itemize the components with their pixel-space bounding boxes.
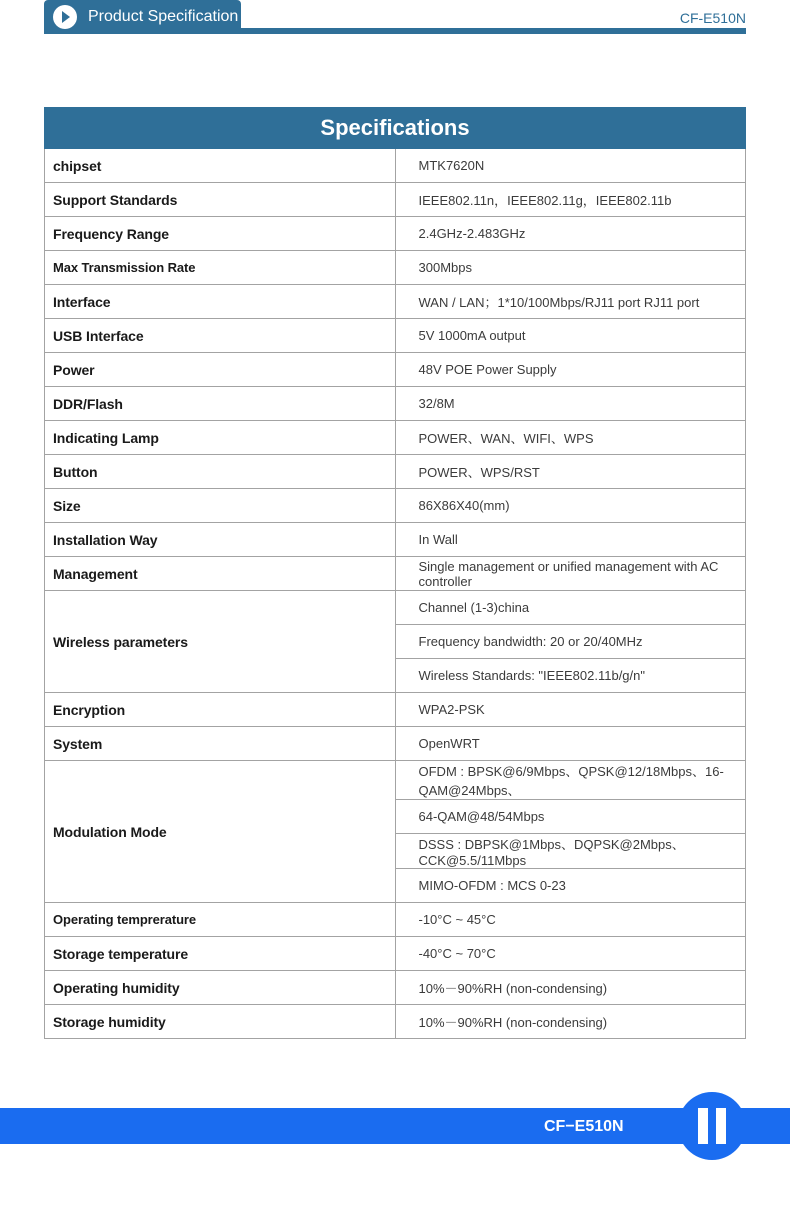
spec-label: Storage humidity [45, 1005, 396, 1039]
table-row [45, 455, 746, 489]
spec-label: Wireless parameters [45, 591, 396, 693]
spec-value: Single management or unified management with AC controller [395, 557, 746, 591]
spec-value: OFDM : BPSK@6/9Mbps、QPSK@12/18Mbps、16-QAM@24Mbps、 [395, 761, 746, 800]
spec-value: 300Mbps [395, 251, 746, 285]
table-row [45, 319, 746, 353]
table-row [45, 353, 746, 387]
spec-label: Size [45, 489, 396, 523]
section-title: Product Specification [88, 8, 239, 25]
table-row [45, 937, 746, 971]
spec-value: DSSS : DBPSK@1Mbps、DQPSK@2Mbps、CCK@5.5/11Mbps [395, 834, 746, 869]
page-marker-roman-two [678, 1092, 746, 1160]
spec-label: Encryption [45, 693, 396, 727]
spec-label: Modulation Mode [45, 761, 396, 903]
spec-value: -10°C ~ 45°C [395, 903, 746, 937]
play-arrow-icon [53, 5, 77, 29]
table-row [45, 693, 746, 727]
table-row [45, 285, 746, 319]
table-body [45, 149, 746, 1039]
spec-value: IEEE802.11n，IEEE802.11g，IEEE802.11b [395, 183, 746, 217]
spec-value: 48V POE Power Supply [395, 353, 746, 387]
footer-model-number: CF−E510N [544, 1118, 624, 1135]
table-row [45, 489, 746, 523]
spec-value: In Wall [395, 523, 746, 557]
spec-value: 5V 1000mA output [395, 319, 746, 353]
spec-value: 32/8M [395, 387, 746, 421]
spec-value: 86X86X40(mm) [395, 489, 746, 523]
spec-label: Installation Way [45, 523, 396, 557]
table-row [45, 387, 746, 421]
table-row [45, 557, 746, 591]
table-row [45, 251, 746, 285]
spec-label: Operating humidity [45, 971, 396, 1005]
table-row [45, 217, 746, 251]
spec-label: Frequency Range [45, 217, 396, 251]
spec-value: 10%－90%RH (non-condensing) [395, 971, 746, 1005]
spec-value: POWER、WPS/RST [395, 455, 746, 489]
spec-value: 10%－90%RH (non-condensing) [395, 1005, 746, 1039]
spec-value: Channel (1-3)china [395, 591, 746, 625]
spec-label: Support Standards [45, 183, 396, 217]
table-row [45, 903, 746, 937]
spec-value: Wireless Standards: "IEEE802.11b/g/n" [395, 659, 746, 693]
footer-bar [0, 1108, 790, 1144]
spec-label: Max Transmission Rate [45, 251, 396, 285]
spec-value: -40°C ~ 70°C [395, 937, 746, 971]
table-title: Specifications [45, 108, 746, 149]
spec-value: Frequency bandwidth: 20 or 20/40MHz [395, 625, 746, 659]
spec-value: POWER、WAN、WIFI、WPS [395, 421, 746, 455]
page-marker-bar [716, 1108, 726, 1144]
table-row [45, 1005, 746, 1039]
spec-label: Operating temprerature [45, 903, 396, 937]
spec-value: 2.4GHz-2.483GHz [395, 217, 746, 251]
page-marker-bar [698, 1108, 708, 1144]
spec-label: System [45, 727, 396, 761]
spec-label: Management [45, 557, 396, 591]
spec-value: OpenWRT [395, 727, 746, 761]
table-header-row [45, 108, 746, 149]
spec-label: Storage temperature [45, 937, 396, 971]
spec-label: USB Interface [45, 319, 396, 353]
table-row [45, 971, 746, 1005]
header-model-number: CF-E510N [679, 10, 746, 26]
spec-label: Power [45, 353, 396, 387]
spec-label: Button [45, 455, 396, 489]
spec-value: WPA2-PSK [395, 693, 746, 727]
table-row [45, 421, 746, 455]
table-row [45, 183, 746, 217]
table-row [45, 523, 746, 557]
spec-label: Interface [45, 285, 396, 319]
spec-value: MIMO-OFDM : MCS 0-23 [395, 869, 746, 903]
table-row [45, 149, 746, 183]
spec-value: MTK7620N [395, 149, 746, 183]
spec-value: WAN / LAN；1*10/100Mbps/RJ11 port RJ11 port [395, 285, 746, 319]
spec-label: DDR/Flash [45, 387, 396, 421]
spec-label: Indicating Lamp [45, 421, 396, 455]
table-row [45, 727, 746, 761]
spec-label: chipset [45, 149, 396, 183]
specifications-table [44, 107, 746, 1039]
spec-value: 64-QAM@48/54Mbps [395, 800, 746, 834]
table-row [45, 761, 746, 800]
table-row [45, 591, 746, 625]
